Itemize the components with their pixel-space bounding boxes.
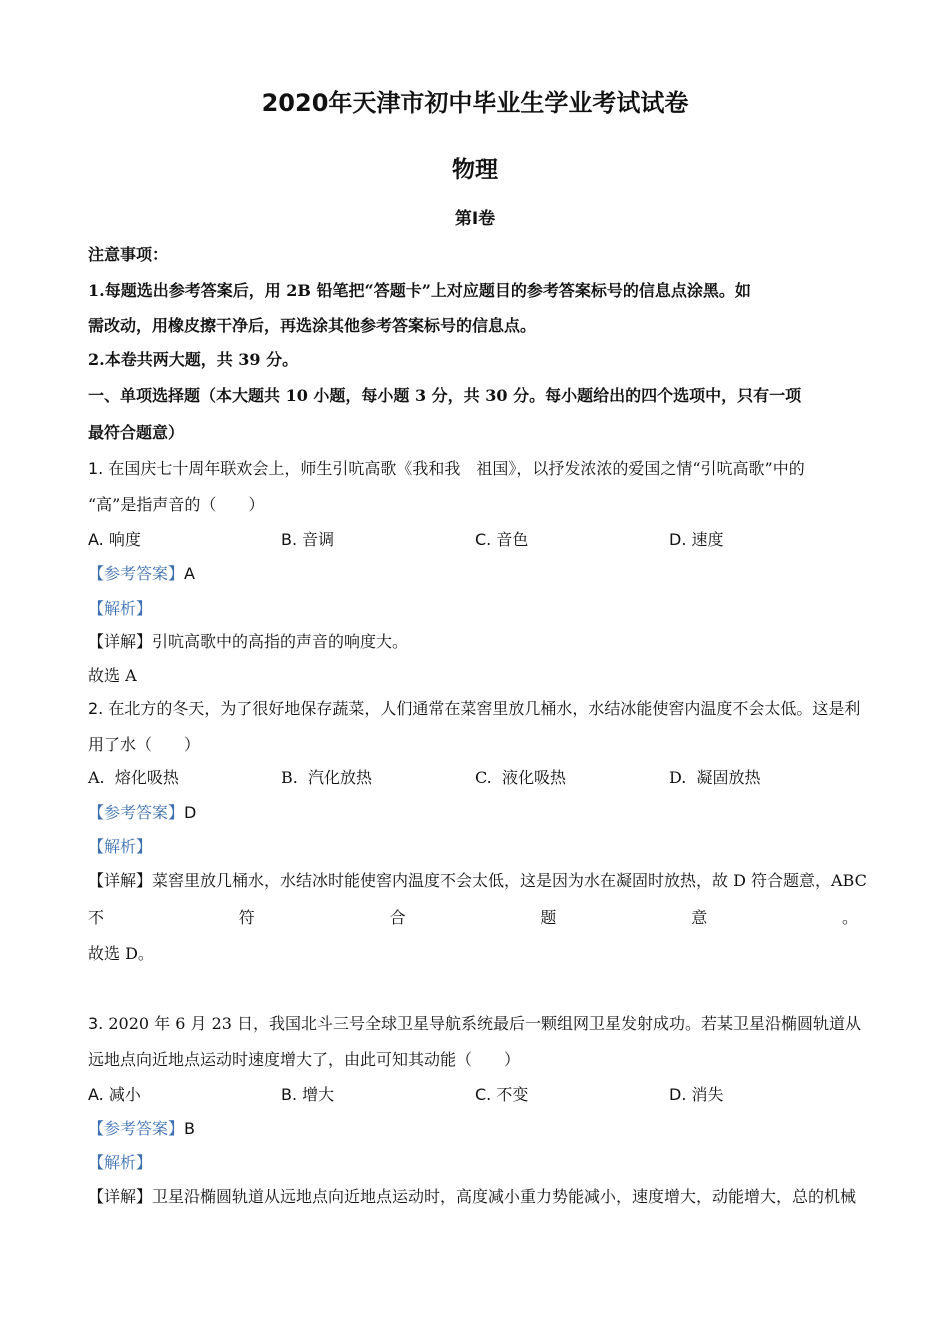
question-1-line-1 — [88, 458, 805, 480]
question-2-conclusion: 故选 D。 — [88, 944, 154, 963]
question-2-line-2: 用了水（ ） — [88, 735, 201, 754]
question-2-answer: 【参考答案】D — [88, 803, 197, 822]
question-2-line-1 — [88, 698, 860, 720]
question-2-analysis-label: 【解析】 — [88, 837, 153, 856]
question-3-detail: 【详解】卫星沿椭圆轨道从远地点向近地点运动时，高度减小重力势能减小，速度增大，动能增大，总的机械 — [88, 1187, 857, 1206]
question-2-option-c: C. 液化吸热 — [475, 768, 566, 787]
question-1-number: 1. — [88, 459, 104, 478]
section-1-line-1: 一、单项选择题（本大题共 10 小题，每小题 3 分，共 30 分。每小题给出的四个选项中，只有一项 — [88, 386, 802, 405]
subject-title: 物理 — [452, 157, 498, 183]
question-3-option-a: A. 减小 — [88, 1085, 141, 1104]
question-2-detail: 【详解】菜窖里放几桶水，水结冰时能使窖内温度不会太低，这是因为水在凝固时放热，故 D 符合题意，ABC — [88, 871, 867, 890]
question-1-conclusion: 故选 A — [88, 666, 137, 685]
question-1-detail: 【详解】引吭高歌中的高指的声音的响度大。 — [88, 632, 409, 651]
notes-heading: 注意事项： — [88, 245, 169, 264]
question-3-number: 3. — [88, 1014, 104, 1033]
question-1-option-c: C. 音色 — [475, 530, 529, 549]
question-2-text: 在北方的冬天，为了很好地保存蔬菜，人们通常在菜窖里放几桶水，水结冰能使窖内温度不会太低。这是利 — [108, 699, 861, 718]
question-1-analysis-label: 【解析】 — [88, 599, 153, 618]
question-3-line-2: 远地点向近地点运动时速度增大了，由此可知其动能（ ） — [88, 1050, 521, 1069]
question-1-text: 在国庆七十周年联欢会上，师生引吭高歌《我和我 祖国》，以抒发浓浓的爱国之情“引吭高歌”中的 — [108, 459, 805, 478]
exam-title: 2020年天津市初中毕业生学业考试试卷 — [261, 89, 689, 117]
notes-item-1-line-2: 需改动，用橡皮擦干净后，再选涂其他参考答案标号的信息点。 — [88, 316, 537, 335]
question-3-option-c: C. 不变 — [475, 1085, 529, 1104]
question-3-option-d: D. 消失 — [669, 1085, 724, 1104]
question-1-option-d: D. 速度 — [669, 530, 724, 549]
notes-item-1-line-1: 1.每题选出参考答案后，用 2B 铅笔把“答题卡”上对应题目的参考答案标号的信息点涂黑。如 — [88, 281, 751, 300]
notes-item-2: 2.本卷共两大题，共 39 分。 — [88, 350, 299, 369]
question-1-option-b: B. 音调 — [281, 530, 335, 549]
question-2-option-a: A. 熔化吸热 — [88, 768, 179, 787]
question-2-number: 2. — [88, 699, 104, 718]
question-2-detail-line-2: 不 符 合 题 意 。 — [88, 908, 858, 927]
question-2-option-d: D. 凝固放热 — [669, 768, 761, 787]
question-3-text: 2020 年 6 月 23 日，我国北斗三号全球卫星导航系统最后一颗组网卫星发射成功。若某卫星沿椭圆轨道从 — [108, 1014, 862, 1033]
section-1-line-2: 最符合题意） — [88, 423, 185, 442]
volume-label: 第Ⅰ卷 — [454, 209, 496, 229]
question-3-option-b: B. 增大 — [281, 1085, 335, 1104]
question-1-option-a: A. 响度 — [88, 530, 141, 549]
question-3-analysis-label: 【解析】 — [88, 1153, 153, 1172]
question-3-line-1 — [88, 1013, 861, 1035]
question-1-line-2: “高”是指声音的（ ） — [88, 495, 265, 514]
question-1-answer: 【参考答案】A — [88, 564, 195, 583]
question-2-option-b: B. 汽化放热 — [281, 768, 373, 787]
question-3-answer: 【参考答案】B — [88, 1119, 195, 1138]
